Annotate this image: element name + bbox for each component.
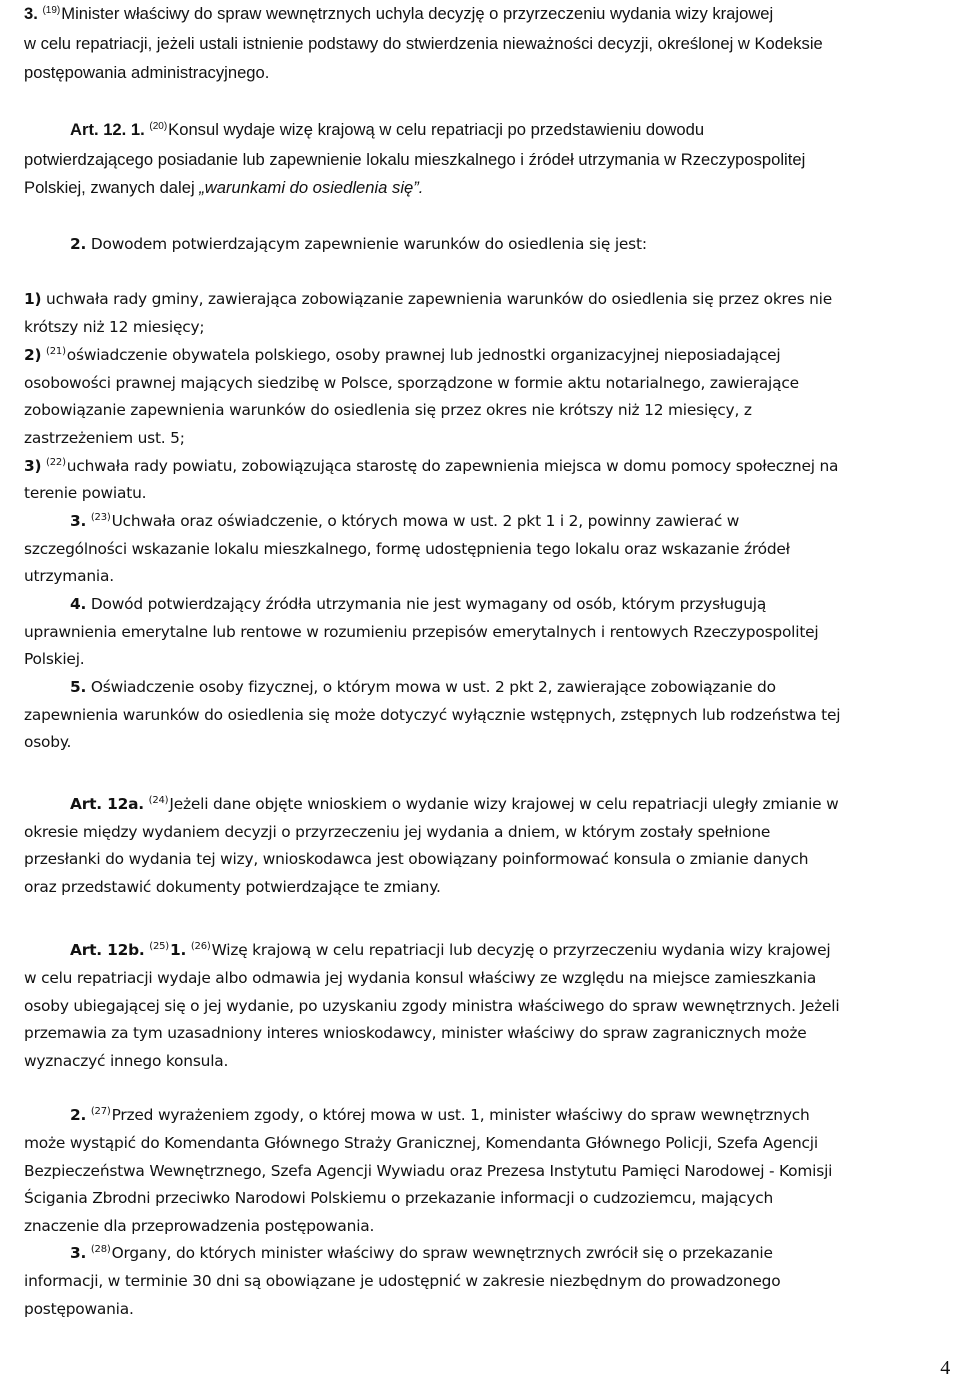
text: Polskiej. <box>24 650 85 668</box>
art12-p2 <box>70 234 647 254</box>
art12b-p2-line-1 <box>70 1105 810 1125</box>
art12-p4-line-2 <box>24 622 819 642</box>
p3-line-2 <box>24 34 823 54</box>
text: Bezpieczeństwa Wewnętrznego, Szefa Agencji Wywiadu oraz Prezesa Instytutu Pamięci Narodowej - Komisji <box>24 1162 833 1180</box>
text: uchwała rady gminy, zawierająca zobowiązanie zapewnienia warunków do osiedlenia się przez okres nie <box>46 290 833 308</box>
footnote-ref: (20) <box>149 121 168 132</box>
text: Ścigania Zbrodni przeciwko Narodowi Polskiemu o przekazanie informacji o cudzoziemcu, mających <box>24 1189 774 1207</box>
text: informacji, w terminie 30 dni są obowiązane je udostępnić w zakresie niezbędnym do prowadzonego <box>24 1272 781 1290</box>
para-number: 5. <box>70 678 87 696</box>
art12b-line-2 <box>24 968 816 988</box>
art12-item3-line-2 <box>24 483 146 503</box>
article-heading: Art. 12a. <box>70 795 144 813</box>
art12b-p3-line-3 <box>24 1299 134 1319</box>
art12b-p2-line-4 <box>24 1188 773 1208</box>
text: postępowania administracyjnego. <box>24 63 270 82</box>
art12-item1-line-1 <box>24 289 832 309</box>
item-number: 1) <box>24 290 42 308</box>
text: oświadczenie obywatela polskiego, osoby prawnej lub jednostki organizacyjnej nieposiadającej <box>66 346 781 364</box>
text: utrzymania. <box>24 567 114 585</box>
art12b-line-5 <box>24 1051 228 1071</box>
para-number: 2. <box>70 235 87 253</box>
text: Konsul wydaje wizę krajową w celu repatriacji po przedstawieniu dowodu <box>168 120 705 139</box>
footnote-ref: (27) <box>90 1106 111 1117</box>
p3-line-3 <box>24 63 269 83</box>
footnote-ref: (22) <box>46 457 66 468</box>
text: wyznaczyć innego konsula. <box>24 1052 229 1070</box>
footnote-ref: (26) <box>190 941 211 952</box>
para-number: 3. <box>24 4 38 23</box>
art12b-line-4 <box>24 1023 806 1043</box>
footnote-ref: (21) <box>46 346 66 357</box>
art12-line-1 <box>70 120 704 140</box>
text: zobowiązanie zapewnienia warunków do osiedlenia się przez okres nie krótszy niż 12 miesięcy, z <box>24 401 752 419</box>
art12-p5-line-3 <box>24 732 71 752</box>
art12-p3-line-2 <box>24 539 790 559</box>
text: w celu repatriacji, jeżeli ustali istnienie podstawy do stwierdzenia nieważności decyzji, określonej w Kodeksie <box>24 34 823 53</box>
text: okresie między wydaniem decyzji o przyrzeczeniu jej wydania a dniem, w którym zostały spełnione <box>24 823 771 841</box>
text: postępowania. <box>24 1300 134 1318</box>
item-number: 3) <box>24 457 42 475</box>
article-heading: Art. 12. <box>70 120 127 139</box>
art12-line-2 <box>24 150 805 170</box>
italic-term: „warunkami do osiedlenia się”. <box>199 178 424 197</box>
para-number: 3. <box>70 512 87 530</box>
page-number: 4 <box>940 1357 950 1379</box>
footnote-ref: (24) <box>148 795 169 806</box>
art12-item3-line-1 <box>24 456 838 476</box>
p3-line-1 <box>24 4 773 24</box>
text: zastrzeżeniem ust. 5; <box>24 429 185 447</box>
art12-p5-line-2 <box>24 705 840 725</box>
para-number: 2. <box>70 1106 87 1124</box>
para-number: 3. <box>70 1244 87 1262</box>
text: Organy, do których minister właściwy do spraw wewnętrznych zwrócił się o przekazanie <box>111 1244 773 1262</box>
text: uprawnienia emerytalne lub rentowe w rozumieniu przepisów emerytalnych i rentowych Rzeczypospolitej <box>24 623 819 641</box>
text: Oświadczenie osoby fizycznej, o którym mowa w ust. 2 pkt 2, zawierające zobowiązanie do <box>90 678 776 696</box>
text: uchwała rady powiatu, zobowiązująca starostę do zapewnienia miejsca w domu pomocy społecznej na <box>66 457 839 475</box>
art12-item2-line-1 <box>24 345 780 365</box>
text: Wizę krajową w celu repatriacji lub decyzję o przyrzeczeniu wydania wizy krajowej <box>211 941 831 959</box>
art12a-line-3 <box>24 849 808 869</box>
text: zapewnienia warunków do osiedlenia się może dotyczyć wyłącznie wstępnych, zstępnych lub rodzeństwa tej <box>24 706 841 724</box>
footnote-ref: (19) <box>42 5 61 16</box>
art12b-p2-line-3 <box>24 1161 832 1181</box>
para-number: 1. <box>169 941 187 959</box>
text: Przed wyrażeniem zgody, o której mowa w ust. 1, minister właściwy do spraw wewnętrznych <box>111 1106 810 1124</box>
text: Dowód potwierdzający źródła utrzymania nie jest wymagany od osób, którym przysługują <box>90 595 767 613</box>
text: Polskiej, zwanych dalej <box>24 178 200 197</box>
text: osoby. <box>24 733 72 751</box>
text: oraz przedstawić dokumenty potwierdzające te zmiany. <box>24 878 441 896</box>
text: potwierdzającego posiadanie lub zapewnienie lokalu mieszkalnego i źródeł utrzymania w Rzeczypospolitej <box>24 150 806 169</box>
art12-p4-line-1 <box>70 594 766 614</box>
footnote-ref: (23) <box>90 512 111 523</box>
article-heading: Art. 12b. <box>70 941 145 959</box>
art12b-p3-line-1 <box>70 1243 773 1263</box>
text: Jeżeli dane objęte wnioskiem o wydanie wizy krajowej w celu repatriacji uległy zmianie w <box>169 795 839 813</box>
para-number: 1. <box>130 120 145 139</box>
art12-p3-line-1 <box>70 511 739 531</box>
footnote-ref: (25) <box>149 941 169 952</box>
art12b-p3-line-2 <box>24 1271 780 1291</box>
art12-item2-line-4 <box>24 428 185 448</box>
art12-p5-line-1 <box>70 677 776 697</box>
footnote-ref: (28) <box>90 1244 111 1255</box>
art12b-p2-line-5 <box>24 1216 374 1236</box>
text: przemawia za tym uzasadniony interes wnioskodawcy, minister właściwy do spraw zagranicznych może <box>24 1024 807 1042</box>
text: krótszy niż 12 miesięcy; <box>24 318 205 336</box>
item-number: 2) <box>24 346 42 364</box>
art12b-line-3 <box>24 996 839 1016</box>
art12a-line-2 <box>24 822 770 842</box>
text: Minister właściwy do spraw wewnętrznych uchyla decyzję o przyrzeczeniu wydania wizy krajowej <box>61 4 774 23</box>
art12b-p2-line-2 <box>24 1133 818 1153</box>
text: może wystąpić do Komendanta Głównego Straży Granicznej, Komendanta Głównego Policji, Szefa Agencji <box>24 1134 818 1152</box>
para-number: 4. <box>70 595 87 613</box>
art12-p3-line-3 <box>24 566 114 586</box>
text: osoby ubiegającej się o jej wydanie, po uzyskaniu zgody ministra właściwego do spraw wewnętrznych. Jeżeli <box>24 997 840 1015</box>
text: znaczenie dla przeprowadzenia postępowania. <box>24 1217 375 1235</box>
text: Uchwała oraz oświadczenie, o których mowa w ust. 2 pkt 1 i 2, powinny zawierać w <box>111 512 740 530</box>
text: terenie powiatu. <box>24 484 147 502</box>
art12-item2-line-3 <box>24 400 752 420</box>
art12a-line-1 <box>70 794 839 814</box>
art12-item1-line-2 <box>24 317 204 337</box>
art12-p4-line-3 <box>24 649 84 669</box>
art12a-line-4 <box>24 877 441 897</box>
text: osobowości prawnej mających siedzibę w Polsce, sporządzone w formie aktu notarialnego, zawierające <box>24 374 799 392</box>
text: szczególności wskazanie lokalu mieszkalnego, formę udostępnienia tego lokalu oraz wskazanie źródeł <box>24 540 790 558</box>
art12-line-3 <box>24 178 423 198</box>
text: Dowodem potwierdzającym zapewnienie warunków do osiedlenia się jest: <box>90 235 647 253</box>
text: przesłanki do wydania tej wizy, wnioskodawca jest obowiązany poinformować konsula o zmianie danych <box>24 850 809 868</box>
art12-item2-line-2 <box>24 373 799 393</box>
art12b-line-1 <box>70 940 830 960</box>
text: w celu repatriacji wydaje albo odmawia jej wydania konsul właściwy ze względu na miejsce zamieszkania <box>24 969 817 987</box>
